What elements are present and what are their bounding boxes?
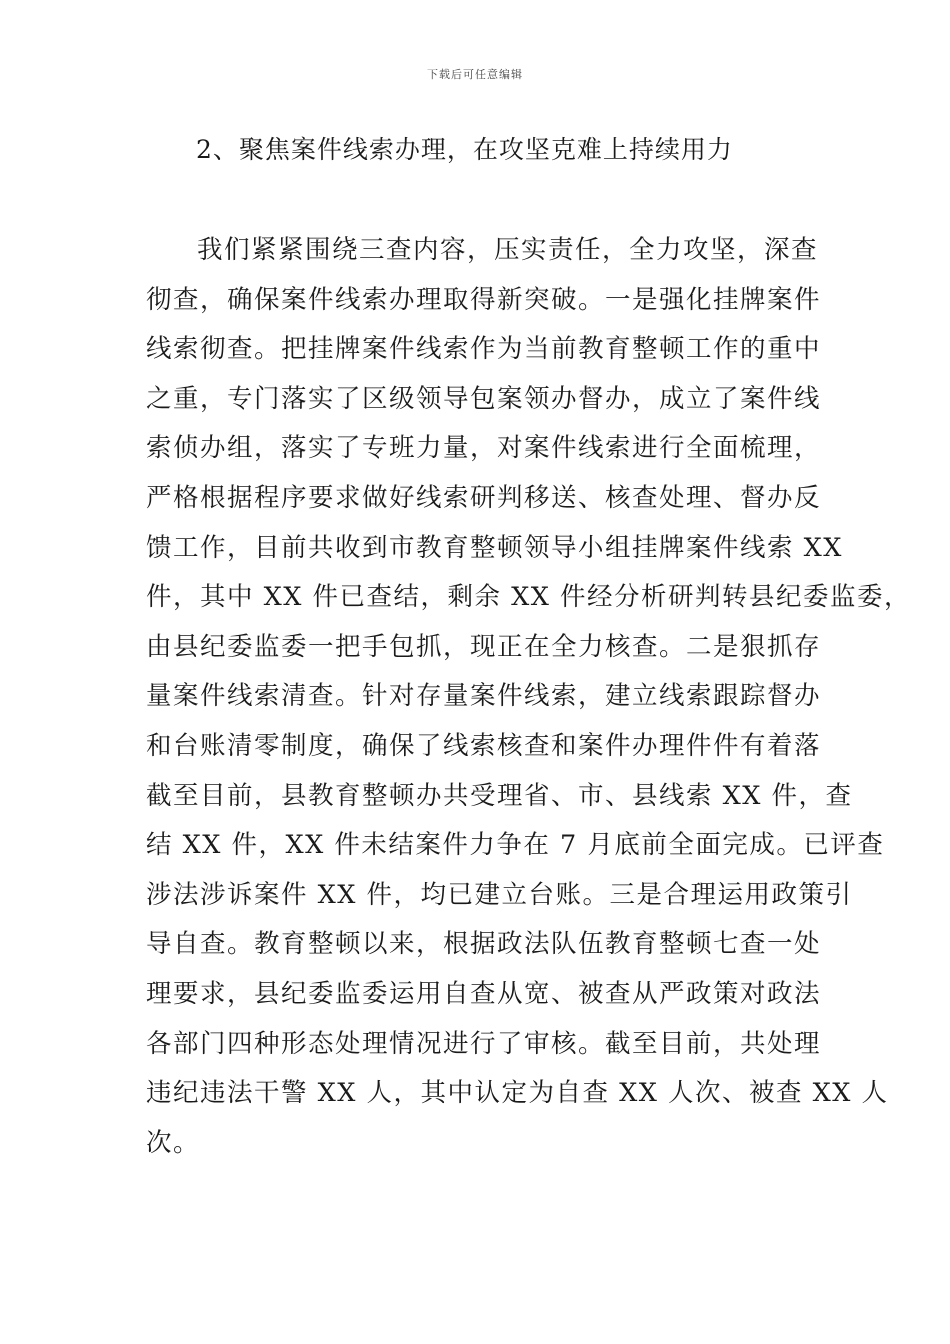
paragraph-line: 结 XX 件，XX 件未结案件力争在 7 月底前全面完成。已评查: [146, 830, 885, 861]
paragraph-line: 理要求，县纪委监委运用自查从宽、被查从严政策对政法: [146, 978, 822, 1009]
paragraph-line: 线索彻查。把挂牌案件线索作为当前教育整顿工作的重中: [146, 334, 822, 365]
paragraph-line: 违纪违法干警 XX 人，其中认定为自查 XX 人次、被查 XX 人: [146, 1078, 889, 1109]
paragraph-line: 导自查。教育整顿以来，根据政法队伍教育整顿七查一处: [146, 929, 822, 960]
paragraph-line: 涉法涉诉案件 XX 件，均已建立台账。三是合理运用政策引: [146, 879, 853, 910]
paragraph-line: 严格根据程序要求做好线索研判移送、核查处理、督办反: [146, 482, 822, 513]
paragraph-line: 和台账清零制度，确保了线索核查和案件办理件件有着落: [146, 730, 822, 761]
paragraph-line: 之重，专门落实了区级领导包案领办督办，成立了案件线: [146, 383, 822, 414]
paragraph-line: 件，其中 XX 件已查结，剩余 XX 件经分析研判转县纪委监委，: [146, 582, 912, 613]
paragraph-line: 彻查，确保案件线索办理取得新突破。一是强化挂牌案件: [146, 284, 822, 315]
paragraph-line: 截至目前，县教育整顿办共受理省、市、县线索 XX 件，查: [146, 780, 853, 811]
paragraph-line: 次。: [146, 1127, 201, 1158]
paragraph-line: 各部门四种形态处理情况进行了审核。截至目前，共处理: [146, 1028, 822, 1059]
paragraph-line: 量案件线索清查。针对存量案件线索，建立线索跟踪督办: [146, 681, 822, 712]
paragraph-line: 由县纪委监委一把手包抓，现正在全力核查。二是狠抓存: [146, 631, 822, 662]
paragraph-line: 馈工作，目前共收到市教育整顿领导小组挂牌案件线索 XX: [146, 532, 843, 563]
paragraph-line: 我们紧紧围绕三查内容，压实责任，全力攻坚，深查: [197, 235, 819, 265]
section-heading: 2、聚焦案件线索办理，在攻坚克难上持续用力: [196, 135, 733, 164]
header-note: 下载后可任意编辑: [427, 68, 523, 81]
body-paragraph: [146, 231, 912, 1173]
paragraph-line: 索侦办组，落实了专班力量，对案件线索进行全面梳理，: [146, 433, 822, 464]
